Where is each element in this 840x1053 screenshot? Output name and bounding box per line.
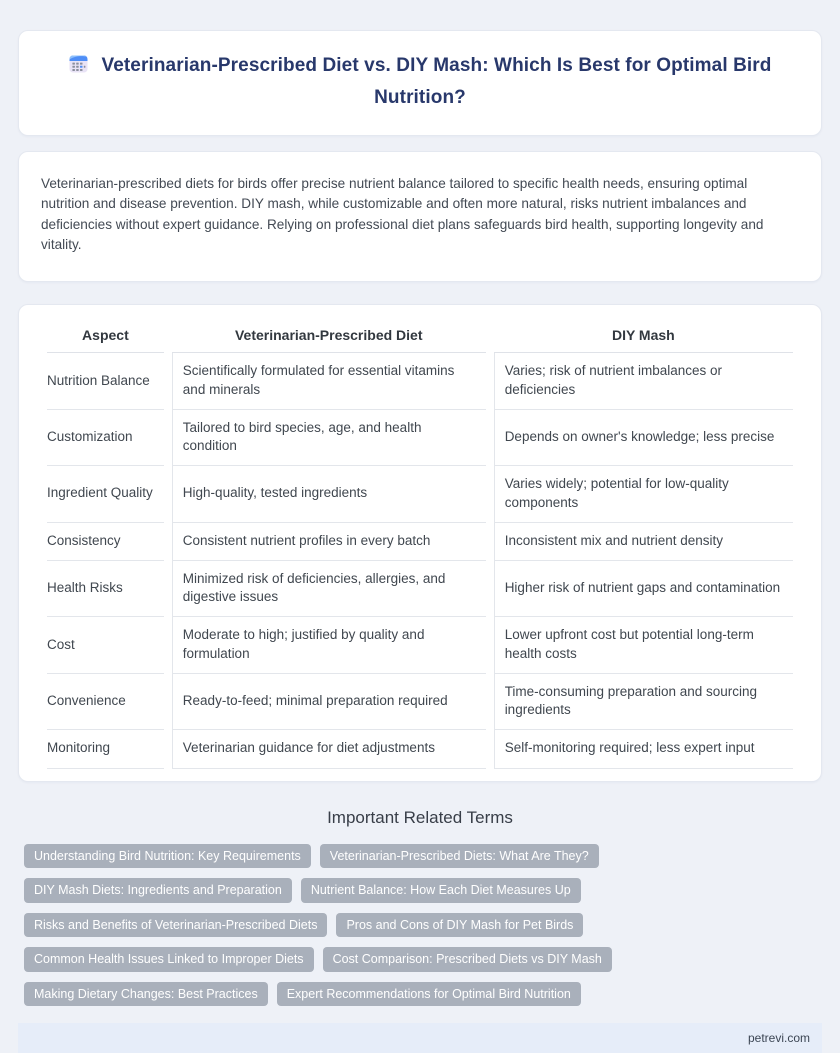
footer-bar [18,1023,822,1053]
cell-aspect: Cost [47,617,164,673]
cell-aspect: Ingredient Quality [47,466,164,522]
cell-diy: Lower upfront cost but potential long-term health costs [494,617,793,673]
related-term-chip[interactable]: Cost Comparison: Prescribed Diets vs DIY Mash [323,947,612,972]
intro-text: Veterinarian-prescribed diets for birds offer precise nutrient balance tailored to specific health needs, ensuring optimal nutrition and disease prevention. DIY mash, while customizable and often more natural, risks nutrient imbalances and deficiencies without expert guidance. Relying on professional diet plans safeguards bird health, supporting longevity and vitality. [41,175,764,253]
cell-vet: Scientifically formulated for essential vitamins and minerals [172,353,486,409]
table-row [47,674,793,730]
intro-card [18,151,822,283]
cell-diy: Higher risk of nutrient gaps and contamination [494,561,793,617]
related-term-chip[interactable]: DIY Mash Diets: Ingredients and Preparation [24,878,292,903]
cell-diy: Varies; risk of nutrient imbalances or deficiencies [494,353,793,409]
cell-vet: Moderate to high; justified by quality and formulation [172,617,486,673]
table-row [47,730,793,768]
table-row [47,410,793,466]
table-row [47,466,793,522]
page [0,30,840,1045]
related-term-chip[interactable]: Nutrient Balance: How Each Diet Measures Up [301,878,581,903]
related-terms-list [24,844,820,1007]
cell-aspect: Consistency [47,523,164,561]
related-term-chip[interactable]: Risks and Benefits of Veterinarian-Prescribed Diets [24,913,327,938]
cell-diy: Varies widely; potential for low-quality components [494,466,793,522]
cell-vet: Consistent nutrient profiles in every batch [172,523,486,561]
cell-aspect: Customization [47,410,164,466]
table-row [47,561,793,617]
related-term-chip[interactable]: Pros and Cons of DIY Mash for Pet Birds [336,913,583,938]
related-term-chip[interactable]: Common Health Issues Linked to Improper Diets [24,947,314,972]
cell-vet: Minimized risk of deficiencies, allergies, and digestive issues [172,561,486,617]
related-term-chip[interactable]: Making Dietary Changes: Best Practices [24,982,268,1007]
column-header-vet-diet: Veterinarian-Prescribed Diet [172,319,486,353]
table-row [47,523,793,561]
table-row [47,617,793,673]
cell-aspect: Health Risks [47,561,164,617]
cell-vet: High-quality, tested ingredients [172,466,486,522]
comparison-table [39,319,801,768]
cell-diy: Depends on owner's knowledge; less precise [494,410,793,466]
cell-aspect: Nutrition Balance [47,353,164,409]
related-terms-heading: Important Related Terms [327,807,513,827]
table-row [47,353,793,409]
column-header-aspect: Aspect [47,319,164,353]
cell-aspect: Convenience [47,674,164,730]
title-card [18,30,822,136]
cell-diy: Time-consuming preparation and sourcing ingredients [494,674,793,730]
related-term-chip[interactable]: Understanding Bird Nutrition: Key Requirements [24,844,311,869]
footer-site-name: petrevi.com [747,1031,810,1045]
page-title-text: Veterinarian-Prescribed Diet vs. DIY Mash: Which Is Best for Optimal Bird Nutrition? [101,55,772,109]
cell-diy: Self-monitoring required; less expert input [494,730,793,768]
cell-aspect: Monitoring [47,730,164,768]
table-header-row [47,319,793,353]
cell-diy: Inconsistent mix and nutrient density [494,523,793,561]
page-title [59,51,781,113]
column-header-diy-mash: DIY Mash [494,319,793,353]
related-term-chip[interactable]: Veterinarian-Prescribed Diets: What Are They? [320,844,599,869]
comparison-table-card [18,304,822,781]
calendar-icon [68,53,89,83]
cell-vet: Ready-to-feed; minimal preparation required [172,674,486,730]
cell-vet: Tailored to bird species, age, and health condition [172,410,486,466]
cell-vet: Veterinarian guidance for diet adjustments [172,730,486,768]
related-term-chip[interactable]: Expert Recommendations for Optimal Bird Nutrition [277,982,581,1007]
